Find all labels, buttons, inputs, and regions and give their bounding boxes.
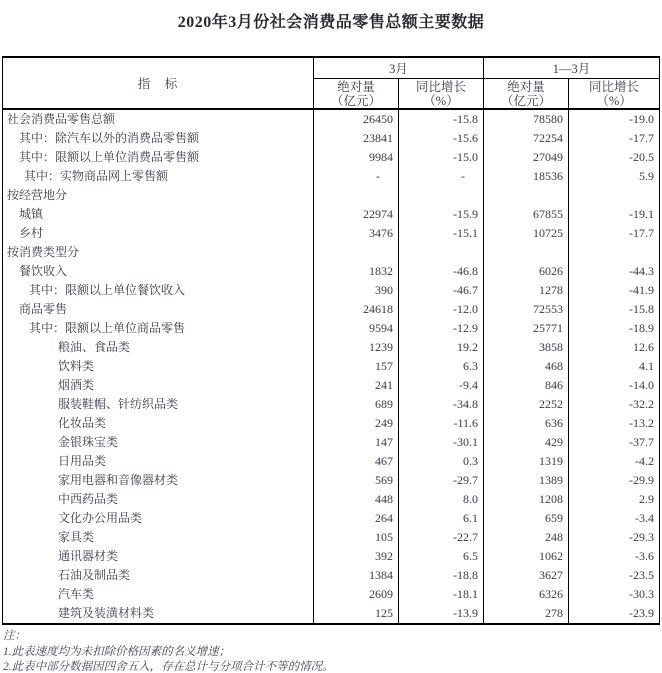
value-cell: 12.6 xyxy=(569,338,660,357)
row-label: 中西药品类 xyxy=(3,490,314,509)
row-label: 饮料类 xyxy=(3,357,314,376)
subheader-line1: 绝对量 xyxy=(507,79,545,94)
value-cell: 264 xyxy=(314,509,399,528)
subheader-line2: （%） xyxy=(423,93,459,108)
table-row xyxy=(3,224,660,243)
row-label: 按消费类型分 xyxy=(3,243,314,262)
value-cell: 67855 xyxy=(484,205,569,224)
value-cell: 241 xyxy=(314,376,399,395)
subheader-line2: （%） xyxy=(596,93,632,108)
value-cell: 125 xyxy=(314,604,399,624)
subheader-janmar-growth xyxy=(569,79,660,110)
subheader-march-growth xyxy=(399,79,484,110)
footnote-label: 注： xyxy=(3,630,26,642)
value-cell: -29.3 xyxy=(569,528,660,547)
value-cell: 1319 xyxy=(484,452,569,471)
value-cell xyxy=(314,243,399,262)
row-label: 家用电器和音像器材类 xyxy=(3,471,314,490)
table-row xyxy=(3,186,660,205)
value-cell: 105 xyxy=(314,528,399,547)
value-cell: 429 xyxy=(484,433,569,452)
value-cell: - xyxy=(399,167,484,186)
table-body xyxy=(3,109,660,624)
indicator-column-header: 指 标 xyxy=(3,57,314,109)
table-row xyxy=(3,471,660,490)
value-cell: -22.7 xyxy=(399,528,484,547)
subheader-line2: （亿元） xyxy=(501,93,552,108)
value-cell xyxy=(314,186,399,205)
table-row xyxy=(3,338,660,357)
value-cell: 2.9 xyxy=(569,490,660,509)
value-cell: -15.1 xyxy=(399,224,484,243)
page-title: 2020年3月份社会消费品零售总额主要数据 xyxy=(177,14,485,31)
value-cell: 392 xyxy=(314,547,399,566)
table-row xyxy=(3,262,660,281)
row-label: 化妆品类 xyxy=(3,414,314,433)
value-cell: -15.8 xyxy=(399,109,484,129)
table-row xyxy=(3,319,660,338)
value-cell: -30.3 xyxy=(569,585,660,604)
row-label: 建筑及装潢材料类 xyxy=(3,604,314,624)
row-label: 按经营地分 xyxy=(3,186,314,205)
table-row xyxy=(3,585,660,604)
value-cell: 659 xyxy=(484,509,569,528)
value-cell: 278 xyxy=(484,604,569,624)
subheader-janmar-absolute xyxy=(484,79,569,110)
column-group-march: 3月 xyxy=(314,57,484,79)
value-cell: -46.7 xyxy=(399,281,484,300)
table-row xyxy=(3,300,660,319)
table-row xyxy=(3,528,660,547)
row-label: 餐饮收入 xyxy=(3,262,314,281)
subheader-march-absolute xyxy=(314,79,399,110)
table-row xyxy=(3,452,660,471)
table-row xyxy=(3,490,660,509)
row-label: 石油及制品类 xyxy=(3,566,314,585)
value-cell: 248 xyxy=(484,528,569,547)
value-cell: 25771 xyxy=(484,319,569,338)
subheader-line2: （亿元） xyxy=(330,93,381,108)
value-cell: -15.9 xyxy=(399,205,484,224)
table-row xyxy=(3,281,660,300)
value-cell: -32.2 xyxy=(569,395,660,414)
row-label: 通讯器材类 xyxy=(3,547,314,566)
row-label: 商品零售 xyxy=(3,300,314,319)
value-cell xyxy=(399,243,484,262)
row-label: 其中：限额以上单位消费品零售额 xyxy=(3,148,314,167)
value-cell: 18536 xyxy=(484,167,569,186)
value-cell: 6026 xyxy=(484,262,569,281)
value-cell: -44.3 xyxy=(569,262,660,281)
value-cell: 0.3 xyxy=(399,452,484,471)
row-label: 乡村 xyxy=(3,224,314,243)
table-row xyxy=(3,414,660,433)
table-row xyxy=(3,566,660,585)
value-cell: 1384 xyxy=(314,566,399,585)
header-group-row xyxy=(3,57,660,79)
value-cell: -37.7 xyxy=(569,433,660,452)
value-cell: 249 xyxy=(314,414,399,433)
value-cell: 1389 xyxy=(484,471,569,490)
value-cell: 1208 xyxy=(484,490,569,509)
value-cell xyxy=(569,243,660,262)
table-row xyxy=(3,205,660,224)
value-cell: -46.8 xyxy=(399,262,484,281)
retail-sales-table xyxy=(2,56,660,625)
value-cell: -15.8 xyxy=(569,300,660,319)
value-cell: 1832 xyxy=(314,262,399,281)
value-cell: -18.9 xyxy=(569,319,660,338)
value-cell: -15.0 xyxy=(399,148,484,167)
value-cell: 26450 xyxy=(314,109,399,129)
value-cell: -15.6 xyxy=(399,129,484,148)
value-cell: 2609 xyxy=(314,585,399,604)
value-cell: 2252 xyxy=(484,395,569,414)
value-cell: -18.8 xyxy=(399,566,484,585)
value-cell: 1062 xyxy=(484,547,569,566)
value-cell: 467 xyxy=(314,452,399,471)
subheader-line1: 同比增长 xyxy=(416,79,467,94)
table-row xyxy=(3,109,660,129)
table-row xyxy=(3,395,660,414)
value-cell: -19.1 xyxy=(569,205,660,224)
value-cell: -4.2 xyxy=(569,452,660,471)
value-cell: 10725 xyxy=(484,224,569,243)
value-cell: 27049 xyxy=(484,148,569,167)
row-label: 社会消费品零售总额 xyxy=(3,109,314,129)
value-cell xyxy=(569,186,660,205)
value-cell: 6.3 xyxy=(399,357,484,376)
value-cell: 1278 xyxy=(484,281,569,300)
value-cell: -18.1 xyxy=(399,585,484,604)
value-cell: -13.9 xyxy=(399,604,484,624)
value-cell: 6.1 xyxy=(399,509,484,528)
value-cell: -41.9 xyxy=(569,281,660,300)
value-cell: -30.1 xyxy=(399,433,484,452)
value-cell xyxy=(484,186,569,205)
row-label: 其中：限额以上单位餐饮收入 xyxy=(3,281,314,300)
value-cell: 157 xyxy=(314,357,399,376)
row-label: 汽车类 xyxy=(3,585,314,604)
table-row xyxy=(3,509,660,528)
value-cell: 689 xyxy=(314,395,399,414)
value-cell: 468 xyxy=(484,357,569,376)
row-label: 其中：除汽车以外的消费品零售额 xyxy=(3,129,314,148)
row-label: 其中：实物商品网上零售额 xyxy=(3,167,314,186)
value-cell: -29.9 xyxy=(569,471,660,490)
value-cell: -14.0 xyxy=(569,376,660,395)
value-cell: -11.6 xyxy=(399,414,484,433)
value-cell: -13.2 xyxy=(569,414,660,433)
table-row xyxy=(3,129,660,148)
subheader-line1: 绝对量 xyxy=(337,79,375,94)
value-cell: 5.9 xyxy=(569,167,660,186)
row-label: 家具类 xyxy=(3,528,314,547)
value-cell: -12.9 xyxy=(399,319,484,338)
value-cell: 6.5 xyxy=(399,547,484,566)
table-row xyxy=(3,148,660,167)
value-cell: 569 xyxy=(314,471,399,490)
value-cell: -9.4 xyxy=(399,376,484,395)
table-row xyxy=(3,547,660,566)
value-cell: 72553 xyxy=(484,300,569,319)
table-row xyxy=(3,243,660,262)
footnote-item: 2.此表中部分数据因四舍五入，存在总计与分项合计不等的情况。 xyxy=(3,661,334,673)
value-cell: 846 xyxy=(484,376,569,395)
value-cell: 23841 xyxy=(314,129,399,148)
value-cell: 9594 xyxy=(314,319,399,338)
value-cell: 22974 xyxy=(314,205,399,224)
row-label: 粮油、食品类 xyxy=(3,338,314,357)
footnote-item: 1.此表速度均为未扣除价格因素的名义增速； xyxy=(3,645,231,658)
value-cell: 448 xyxy=(314,490,399,509)
value-cell: 3476 xyxy=(314,224,399,243)
value-cell: -23.5 xyxy=(569,566,660,585)
row-label: 日用品类 xyxy=(3,452,314,471)
value-cell: 147 xyxy=(314,433,399,452)
value-cell: -19.0 xyxy=(569,109,660,129)
table-header xyxy=(3,57,660,109)
value-cell: 1239 xyxy=(314,338,399,357)
value-cell: -23.9 xyxy=(569,604,660,624)
table-row xyxy=(3,167,660,186)
row-label: 金银珠宝类 xyxy=(3,433,314,452)
value-cell: 9984 xyxy=(314,148,399,167)
value-cell: - xyxy=(314,167,399,186)
row-label: 服装鞋帽、针纺织品类 xyxy=(3,395,314,414)
value-cell: 636 xyxy=(484,414,569,433)
page xyxy=(0,12,662,673)
value-cell: -17.7 xyxy=(569,129,660,148)
column-group-jan-mar: 1—3月 xyxy=(484,57,660,79)
value-cell: 3627 xyxy=(484,566,569,585)
table-row xyxy=(3,433,660,452)
row-label: 城镇 xyxy=(3,205,314,224)
table-row xyxy=(3,376,660,395)
value-cell: 19.2 xyxy=(399,338,484,357)
value-cell: 6326 xyxy=(484,585,569,604)
value-cell: -34.8 xyxy=(399,395,484,414)
value-cell: -20.5 xyxy=(569,148,660,167)
table-row xyxy=(3,357,660,376)
subheader-line1: 同比增长 xyxy=(589,79,640,94)
row-label: 文化办公用品类 xyxy=(3,509,314,528)
value-cell: 8.0 xyxy=(399,490,484,509)
row-label: 其中：限额以上单位商品零售 xyxy=(3,319,314,338)
value-cell: 4.1 xyxy=(569,357,660,376)
row-label: 烟酒类 xyxy=(3,376,314,395)
value-cell: 3858 xyxy=(484,338,569,357)
value-cell xyxy=(484,243,569,262)
value-cell: -17.7 xyxy=(569,224,660,243)
table-row xyxy=(3,604,660,624)
value-cell: -12.0 xyxy=(399,300,484,319)
value-cell: 72254 xyxy=(484,129,569,148)
value-cell: -29.7 xyxy=(399,471,484,490)
value-cell: 390 xyxy=(314,281,399,300)
value-cell: -3.6 xyxy=(569,547,660,566)
footnotes xyxy=(3,629,662,673)
value-cell: 24618 xyxy=(314,300,399,319)
value-cell: 78580 xyxy=(484,109,569,129)
value-cell: -3.4 xyxy=(569,509,660,528)
value-cell xyxy=(399,186,484,205)
